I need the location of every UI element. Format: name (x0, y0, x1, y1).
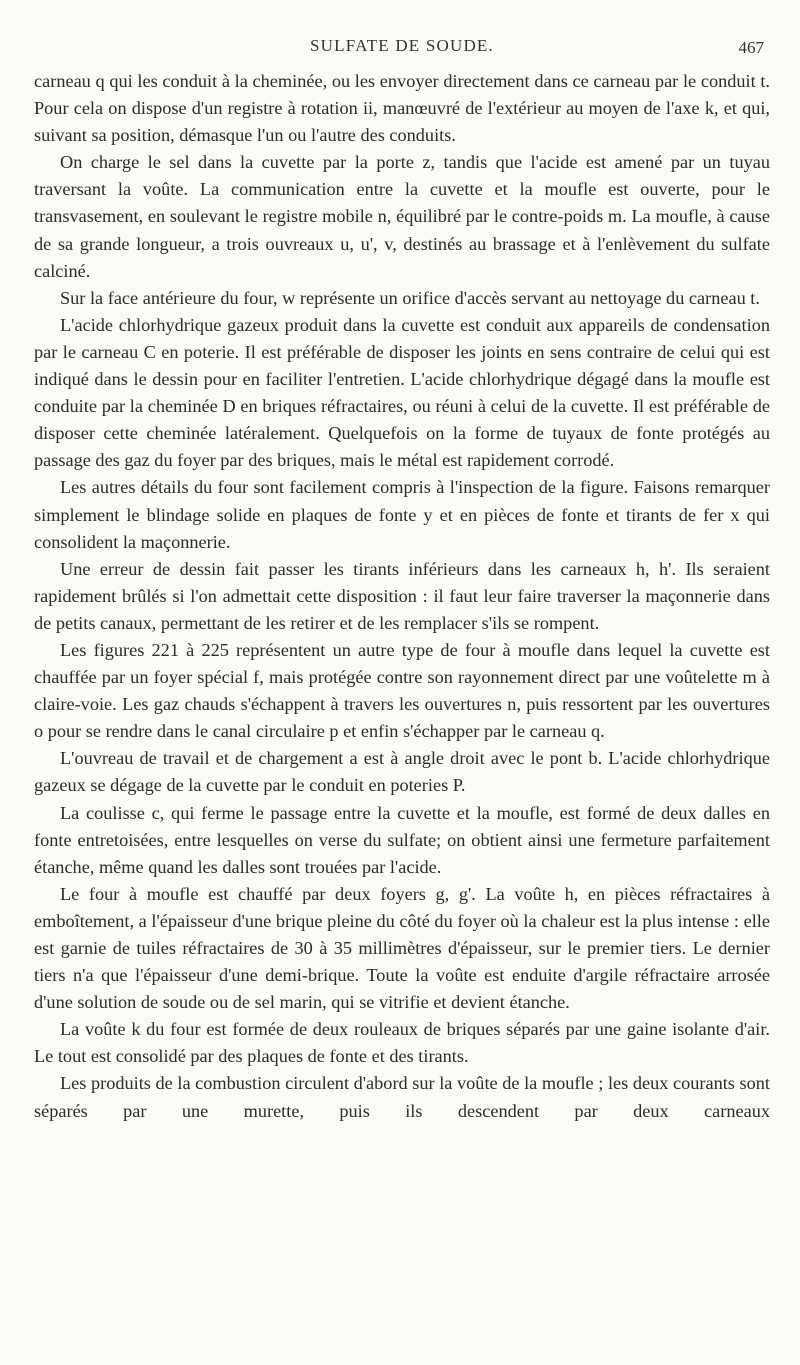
paragraph-9: La coulisse c, qui ferme le passage entre la cuvette et la moufle, est formé de deux dalles en fonte entretoisées, entre lesquelles on verse du sulfate; on obtient ainsi une fermeture parfaitement étanche, même quand les dalles sont trouées par l'acide. (34, 802, 770, 877)
paragraph-3: Sur la face antérieure du four, w représente un orifice d'accès servant au nettoyage du carneau t. (60, 287, 760, 308)
running-title: SULFATE DE SOUDE. (310, 36, 494, 55)
paragraph-4: L'acide chlorhydrique gazeux produit dans la cuvette est conduit aux appareils de condensation par le carneau C en poterie. Il est préférable de disposer les joints en sens contraire de celui qui est indiqué dans le dessin pour en faciliter l'entretien. L'acide chlorhydrique dégagé dans la moufle est conduite par la cheminée D en briques réfractaires, ou réuni à celui de la cuvette. Il est préférable de disposer cette cheminée latéralement. Quelquefois on la forme de tuyaux de fonte protégés au passage des gaz du foyer par des briques, mais le métal est rapidement corrodé. (34, 314, 770, 471)
paragraph-1: carneau q qui les conduit à la cheminée, ou les envoyer directement dans ce carneau par le conduit t. Pour cela on dispose d'un registre à rotation ii, manœuvré de l'extérieur au moyen de l'axe k, et qui, suivant sa position, démasque l'un ou l'autre des conduits. (34, 71, 770, 146)
body-text (34, 68, 770, 1125)
paragraph-10: Le four à moufle est chauffé par deux foyers g, g'. La voûte h, en pièces réfractaires à emboîtement, a l'épaisseur d'une brique pleine du côté du foyer où la chaleur est la plus intense : elle est garnie de tuiles réfractaires de 30 à 35 millimètres d'épaisseur, sur le premier tiers. Le dernier tiers n'a que l'épaisseur d'une demi-brique. Toute la voûte est enduite d'argile réfractaire arrosée d'une solution de soude ou de sel marin, qui se vitrifie et devient étanche. (34, 883, 770, 1013)
page-header (34, 36, 770, 62)
paragraph-7: Les figures 221 à 225 représentent un autre type de four à moufle dans lequel la cuvette est chauffée par un foyer spécial f, mais protégée contre son rayonnement direct par une voûtelette m à claire-voie. Les gaz chauds s'échappent à travers les ouvertures n, puis ressortent par les ouvertures o pour se rendre dans le canal circulaire p et enfin s'échapper par le carneau q. (34, 639, 770, 742)
paragraph-2: On charge le sel dans la cuvette par la porte z, tandis que l'acide est amené par un tuyau traversant la voûte. La communication entre la cuvette et la moufle est ouverte, pour le transvasement, en soulevant le registre mobile n, équilibré par le contre-poids m. La moufle, à cause de sa grande longueur, a trois ouvreaux u, u', v, destinés au brassage et à l'enlèvement du sulfate calciné. (34, 152, 770, 281)
paragraph-8: L'ouvreau de travail et de chargement a est à angle droit avec le pont b. L'acide chlorhydrique gazeux se dégage de la cuvette par le conduit en poteries P. (34, 748, 770, 796)
paragraph-11: La voûte k du four est formée de deux rouleaux de briques séparés par une gaine isolante d'air. Le tout est consolidé par des plaques de fonte et des tirants. (34, 1019, 770, 1067)
paragraph-12: Les produits de la combustion circulent d'abord sur la voûte de la moufle ; les deux courants sont séparés par une murette, puis ils descendent par deux carneaux (34, 1073, 770, 1121)
page-number: 467 (738, 38, 764, 57)
paragraph-5: Les autres détails du four sont facilement compris à l'inspection de la figure. Faisons remarquer simplement le blindage solide en plaques de fonte y et en pièces de fonte et tirants de fer x qui consolident la maçonnerie. (34, 477, 770, 552)
paragraph-6: Une erreur de dessin fait passer les tirants inférieurs dans les carneaux h, h'. Ils seraient rapidement brûlés si l'on admettait cette disposition : il faut leur faire traverser la maçonnerie dans de petits canaux, permettant de les retirer et de les remplacer s'ils se rompent. (34, 558, 770, 633)
